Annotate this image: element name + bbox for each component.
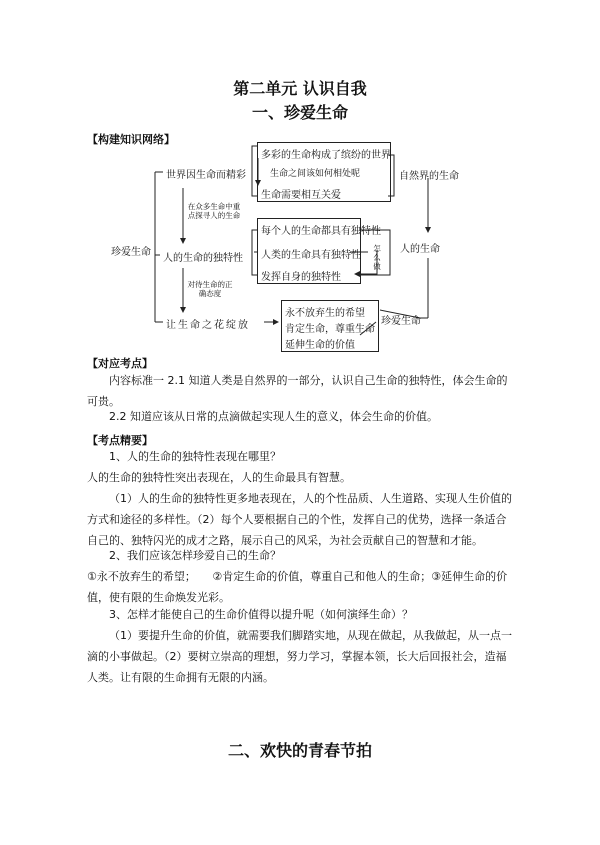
essentials-a1: 人的生命的独特性突出表现在，人的生命最具有智慧。 xyxy=(87,471,351,484)
branch3-result: 珍爱生命 xyxy=(381,316,421,327)
diagram-root: 珍爱生命 xyxy=(111,247,151,258)
branch1-result: 自然界的生命 xyxy=(399,171,459,182)
branch2-side-label: 怎么做 xyxy=(373,244,381,271)
essentials-a3: （1）要提升生命的价值，就需要我们脚踏实地，从现在做起，从我做起，从一点一滴的小事做起。（2）要树立崇高的理想，努力学习，掌握本领，长大后回报社会，造福人类。让有限的生命拥有无限的内涵。 xyxy=(87,629,512,684)
branch2-result: 人的生命 xyxy=(400,244,440,255)
branch2-item-2: 人类的生命具有独特性 xyxy=(261,250,361,261)
branch2-label: 人的生命的独特性 xyxy=(163,253,243,264)
exam-points-heading: 【对应考点】 xyxy=(87,357,153,370)
branch1-item-1: 多彩的生命构成了缤纷的世界 xyxy=(261,150,391,161)
branch2-item-3: 发挥自身的独特性 xyxy=(261,272,341,283)
branch3-item-2: 肯定生命，尊重生命 xyxy=(285,324,375,335)
lesson-title: 一、珍爱生命 xyxy=(251,103,348,122)
knowledge-network-heading: 【构建知识网络】 xyxy=(87,133,175,146)
branch3-label: 让生命之花绽放 xyxy=(166,320,250,331)
essentials-q1: 1、人的生命的独特性表现在哪里？ xyxy=(109,450,281,463)
unit-title: 第二单元 认识自我 xyxy=(233,79,367,98)
branch1-item-2: 生命之间该如何相处呢 xyxy=(270,169,361,179)
essentials-heading: 【考点精要】 xyxy=(87,434,153,447)
essentials-q3: 3、怎样才能使自己的生命价值得以提升呢（如何演绎生命）？ xyxy=(109,608,413,621)
link2-text: 对待生命的正确态度 xyxy=(187,280,233,298)
essentials-q2: 2、我们应该怎样珍爱自己的生命？ xyxy=(109,549,281,562)
exam-points-p2: 2.2 知道应该从日常的点滴做起实现人生的意义，体会生命的价值。 xyxy=(109,410,438,423)
branch3-item-3: 延伸生命的价值 xyxy=(285,340,355,351)
lesson2-title: 二、欢快的青春节拍 xyxy=(227,741,372,760)
essentials-a1b: （1）人的生命的独特性更多地表现在，人的个性品质、人生道路、实现人生价值的方式和途径的多样性。（2）每个人要根据自己的个性，发挥自己的优势，选择一条适合自己的、独特闪光的成才之路，展示自己的风采，为社会贡献自己的智慧和才能。 xyxy=(87,492,512,547)
branch1-label: 世界因生命而精彩 xyxy=(166,170,246,181)
branch3-item-1: 永不放弃生的希望 xyxy=(285,308,365,319)
exam-points-p1: 内容标准一 2.1 知道人类是自然界的一部分，认识自己生命的独特性，体会生命的可贵。 xyxy=(87,374,508,408)
branch2-item-1: 每个人的生命都具有独特性 xyxy=(261,226,381,237)
essentials-a2: ①永不放弃生的希望； ②肯定生命的价值，尊重自己和他人的生命；③延伸生命的价值，使有限的生命焕发光彩。 xyxy=(87,570,508,604)
link1-text: 在众多生命中重点探寻人的生命 xyxy=(187,202,241,220)
branch1-item-3: 生命需要相互关爱 xyxy=(261,190,341,201)
